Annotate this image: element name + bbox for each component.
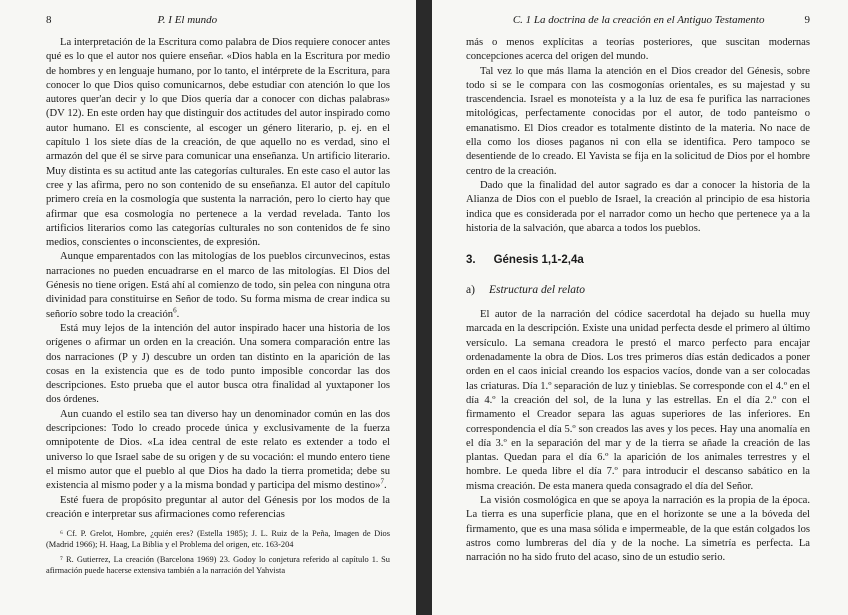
paragraph-text: Aun cuando el estilo sea tan diverso hay un denominador común en las dos descripciones: Todo lo creado procede única y exclusivamente de la fuerza omnipotente de Dios. «La idea central de este relato es extender a todo el universo lo que Israel sabe de su origen y de su vocación: el mundo entero tiene el mismo autor que el pueblo al que Dios ha dado la tierra prometida; debe su existencia al mismo poder y a la misma bondad y participa del mismo destino» xyxy=(46,408,390,492)
paragraph: Aunque emparentados con las mitologías de los pueblos circunvecinos, estas narraciones no pueden encuadrarse en el marco de las mitologías. El Dios del Génesis no tiene origen. Está ahí al comienzo de todo, sin pelea con ninguna otra divinidad para constituirse en Señor de todo. Su forma misma de crear indica su señorío sobre todo la creación$^6$. xyxy=(46,251,390,320)
paragraph: La visión cosmológica en que se apoya la narración es la propia de la época. La tierra es una superficie plana, que en el horizonte se une a la bóveda del firmamento, que es una masa sólida e impermeable, de la que están colgados los astros como lumbreras del día y de la noche. La simetría es perfecta. La narración no ha sido fruto del acaso, sino de un estudio serio. xyxy=(466,495,810,564)
section-title: Génesis 1,1-2,4a xyxy=(493,254,584,267)
page-number: 8 xyxy=(46,14,52,26)
running-head xyxy=(46,14,390,36)
book-gutter xyxy=(416,0,432,615)
subsection-label: a) xyxy=(466,284,475,297)
paragraph: Está muy lejos de la intención del autor inspirado hacer una historia de los orígenes o afirmar un orden en la creación. Una somera comparación entre las dos narraciones (P y J) descubre un orden tan distinto en la aparición de las cosas en la existencia que es de todo punto imposible concordar las dos descripciones. Esto prueba que el autor busca otra finalidad al yuxtaponer los dos órdenes. xyxy=(46,322,390,406)
paragraph: Dado que la finalidad del autor sagrado es dar a conocer la historia de la Alianza de Dios con el pueblo de Israel, la creación al principio de esa historia indica que es considerada por el narrador como un hecho que pertenece ya a la historia de la salvación, que abarca a todos los pueblos. xyxy=(466,179,810,234)
page-number: 9 xyxy=(804,14,810,26)
running-title: C. 1 La doctrina de la creación en el Antiguo Testamento xyxy=(512,14,765,26)
section-number: 3. xyxy=(466,254,476,267)
running-title: P. I El mundo xyxy=(157,14,218,26)
paragraph: Esté fuera de propósito preguntar al autor del Génesis por los modos de la creación e interpretar sus afirmaciones como referencias xyxy=(46,494,390,520)
footnotes xyxy=(46,528,390,576)
left-page xyxy=(0,0,416,615)
footnote: ⁶ Cf. P. Grelot, Hombre, ¿quién eres? (Estella 1985); J. L. Ruiz de la Peña, Imagen de Dios (Madrid 1966); H. Haag, La Biblia y el Problema del origen, etc. 163-204 xyxy=(46,529,390,550)
footnote: ⁷ R. Gutierrez, La creación (Barcelona 1969) 23. Godoy lo conjetura referido al capítulo 1. Su afirmación puede hacerse extensiva también a la narración del Yahvista xyxy=(46,555,390,576)
running-head xyxy=(466,14,810,36)
footnote-ref: 6 xyxy=(173,306,177,315)
right-page xyxy=(432,0,848,615)
paragraph: más o menos explícitas a teorías posteriores, que suscitan modernas concepciones acerca del origen del mundo. xyxy=(466,37,810,63)
subsection-title: Estructura del relato xyxy=(488,284,585,297)
paragraph: El autor de la narración del códice sacerdotal ha dejado su huella muy marcada en la descripción. Existe una unidad perfecta desde el primero al último versículo. La semana creadora le prestó el marco perfecto para encajar ordenadamente la obra de Dios. Los tres primeros días están dedicados a poner orden en el caos inicial creando los espacios vacíos, donde van a ser colocadas las criaturas. Día 1.º separación de luz y tinieblas. Se corresponde con el 4.º en el día 4.º la creación del sol, de la luna y las estrellas. En el día 2.º con el firmamento el Creador separa las aguas superiores de las inferiores. En correspondencia el día 5.º son creados las aves y los peces. Hay una anomalía en el día 3.º en la separación del mar y de la tierra se añade la creación de las plantas. Quedan para el día 6.º la aparición de los animales terrestres y el hombre. Le queda libre el día 7.º para introducir el descanso sabático en la misma creación. De esta manera queda consagrado el día del Señor. xyxy=(466,309,810,492)
footnote-ref: 7 xyxy=(380,477,385,486)
paragraph: Tal vez lo que más llama la atención en el Dios creador del Génesis, sobre todo si se le compara con las cosmogonías orientales, es su majestad y su trascendencia. Israel es monoteísta y a la luz de esa fe purifica las narraciones mitológicas, perfectamente conocidas por el autor, de todo panteísmo o emanatismo. El Dios creador es totalmente distinto de la materia. No nace de ella como los dioses paganos ni con ella se identifica. Pero tampoco se desentiende de lo creado. El Yavista se fija en la solicitud de Dios por el hombre centro de la creación. xyxy=(466,65,810,177)
subsection-heading xyxy=(466,284,810,296)
section-heading xyxy=(466,254,810,266)
paragraph: Aun cuando el estilo sea tan diverso hay un denominador común en las dos descripciones: Todo lo creado procede única y exclusivamente de la fuerza omnipotente de Dios. «La idea central de este relato es extender a todo el universo lo que Israel sabe de su origen y de su vocación: el mundo entero tiene el mismo autor que el pueblo al que Dios ha dado la tierra prometida; debe su existencia al mismo poder y a la misma bondad y participa del mismo destino»$^7$. xyxy=(46,408,390,492)
paragraph: La interpretación de la Escritura como palabra de Dios requiere conocer antes qué es lo que el autor nos quiere enseñar. «Dios habla en la Escritura por medio de hombres y en lenguaje humano, por lo tanto, el intérprete de la Escritura, para conocer lo que Dios quiso comunicarnos, debe estudiar con atención lo que los autores quer'an decir y lo que Dios quería dar a conocer con dichas palabras» (DV 12). En este orden hay que distinguir dos actitudes del autor inspirado como autor humano. El es consciente, al escoger un género literario, p. ej. en el capítulo 1 los siete días de la creación, de que aquello no es verdad, sino el armazón del que él se sirve para comunicar una enseñanza. Un artificio literario. Muy distinta es su actitud ante las categorías culturales. En este caso el autor las cree y las afirma, pero no son contenido de su enseñanza. El autor del capítulo primero creía en la cosmología que sustenta la narración, pero lo cierto hay que afirmar que esa cosmología no pertenece a la verdad revelada. Tanto los artificios literarios como las categorías culturales no son contenidos de fe sino medios, conscientes o inconscientes, de expresión. xyxy=(46,37,390,249)
paragraph-text: Aunque emparentados con las mitologías de los pueblos circunvecinos, estas narraciones no pueden encuadrarse en el marco de las mitologías. El Dios del Génesis no tiene origen. Está ahí al comienzo de todo, sin pelea con ninguna otra divinidad para constituirse en Señor de todo. Su forma misma de crear indica su señorío sobre todo la creación xyxy=(46,251,390,320)
